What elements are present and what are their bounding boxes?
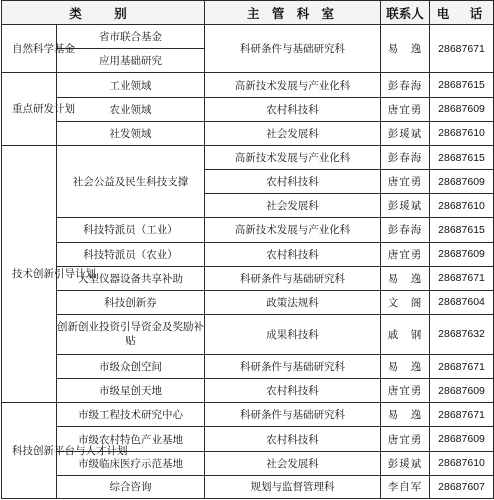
office-cell: 高新技术发展与产业化科 [205, 73, 381, 97]
header-phone: 电 话 [430, 1, 494, 25]
phone-cell: 28687609 [430, 242, 494, 266]
office-cell: 高新技术发展与产业化科 [205, 218, 381, 242]
category-cell: 社发领域 [57, 121, 205, 145]
contact-cell: 唐宜勇 [381, 242, 430, 266]
category-cell: 农业领域 [57, 97, 205, 121]
contact-cell: 唐宜勇 [381, 427, 430, 451]
header-contact: 联系人 [381, 1, 430, 25]
office-cell: 农村科技科 [205, 170, 381, 194]
header-office: 主 管 科 室 [205, 1, 381, 25]
contact-cell: 唐宜勇 [381, 379, 430, 403]
phone-cell: 28687609 [430, 97, 494, 121]
table-row [2, 97, 494, 121]
category-cell: 市级工程技术研究中心 [57, 403, 205, 427]
phone-cell: 28687632 [430, 315, 494, 355]
category-cell: 省市联合基金 [57, 25, 205, 49]
office-cell: 农村科技科 [205, 97, 381, 121]
contact-cell: 彭春海 [381, 145, 430, 169]
office-cell: 规划与监督管理科 [205, 475, 381, 498]
office-cell: 科研条件与基础研究科 [205, 266, 381, 290]
office-cell: 社会发展科 [205, 451, 381, 475]
group-label: 科技创新平台与人才计划 [2, 403, 57, 499]
phone-cell: 28687615 [430, 73, 494, 97]
phone-cell: 28687610 [430, 194, 494, 218]
office-cell: 农村科技科 [205, 379, 381, 403]
phone-cell: 28687615 [430, 145, 494, 169]
header-category: 类 别 [2, 1, 205, 25]
phone-cell: 28687609 [430, 379, 494, 403]
office-cell: 科研条件与基础研究科 [205, 25, 381, 73]
phone-cell: 28687610 [430, 451, 494, 475]
contact-cell: 彭瑗斌 [381, 451, 430, 475]
office-cell: 政策法规科 [205, 290, 381, 314]
category-cell: 大型仪器设备共享补助 [57, 266, 205, 290]
table-row [2, 218, 494, 242]
phone-cell: 28687609 [430, 427, 494, 451]
table-row [2, 354, 494, 378]
contact-cell: 易 逸 [381, 266, 430, 290]
category-cell: 工业领域 [57, 73, 205, 97]
category-cell: 应用基础研究 [57, 49, 205, 73]
table-row [2, 379, 494, 403]
phone-cell: 28687671 [430, 354, 494, 378]
table-row [2, 73, 494, 97]
table-row [2, 403, 494, 427]
office-cell: 社会发展科 [205, 121, 381, 145]
category-cell: 综合咨询 [57, 475, 205, 498]
table-row [2, 315, 494, 355]
contact-cell: 彭春海 [381, 218, 430, 242]
category-cell: 市级众创空间 [57, 354, 205, 378]
office-cell: 农村科技科 [205, 427, 381, 451]
category-cell: 社会公益及民生科技支撑 [57, 145, 205, 217]
category-cell: 市级农村特色产业基地 [57, 427, 205, 451]
table-row [2, 25, 494, 49]
contact-cell: 易 逸 [381, 25, 430, 73]
phone-cell: 28687671 [430, 266, 494, 290]
phone-cell: 28687609 [430, 170, 494, 194]
office-cell: 成果科技科 [205, 315, 381, 355]
office-cell: 农村科技科 [205, 242, 381, 266]
contact-cell: 唐宜勇 [381, 97, 430, 121]
contact-cell: 唐宜勇 [381, 170, 430, 194]
phone-cell: 28687610 [430, 121, 494, 145]
phone-cell: 28687671 [430, 25, 494, 73]
table-row [2, 145, 494, 169]
table-row [2, 475, 494, 498]
phone-cell: 28687604 [430, 290, 494, 314]
contact-cell: 彭瑗斌 [381, 121, 430, 145]
category-cell: 科技创新券 [57, 290, 205, 314]
category-cell: 科技特派员（农业） [57, 242, 205, 266]
group-label: 重点研发计划 [2, 73, 57, 145]
category-cell: 科技特派员（工业） [57, 218, 205, 242]
contact-cell: 彭瑗斌 [381, 194, 430, 218]
table-row [2, 121, 494, 145]
group-label: 自然科学基金 [2, 25, 57, 73]
phone-cell: 28687607 [430, 475, 494, 498]
table-header-row [2, 1, 494, 25]
category-cell: 市级临床医疗示范基地 [57, 451, 205, 475]
category-cell: 市级星创天地 [57, 379, 205, 403]
office-cell: 社会发展科 [205, 194, 381, 218]
contact-cell: 文 阁 [381, 290, 430, 314]
table-row [2, 290, 494, 314]
contact-cell: 易 逸 [381, 354, 430, 378]
phone-cell: 28687615 [430, 218, 494, 242]
office-cell: 科研条件与基础研究科 [205, 354, 381, 378]
table-row [2, 242, 494, 266]
office-cell: 高新技术发展与产业化科 [205, 145, 381, 169]
contact-table [1, 0, 494, 499]
office-cell: 科研条件与基础研究科 [205, 403, 381, 427]
phone-cell: 28687671 [430, 403, 494, 427]
contact-cell: 戚 钢 [381, 315, 430, 355]
group-label: 技术创新引导计划 [2, 145, 57, 402]
contact-cell: 易 逸 [381, 403, 430, 427]
contact-cell: 彭春海 [381, 73, 430, 97]
contact-cell: 李自军 [381, 475, 430, 498]
category-cell: 创新创业投资引导资金及奖励补贴 [57, 315, 205, 355]
